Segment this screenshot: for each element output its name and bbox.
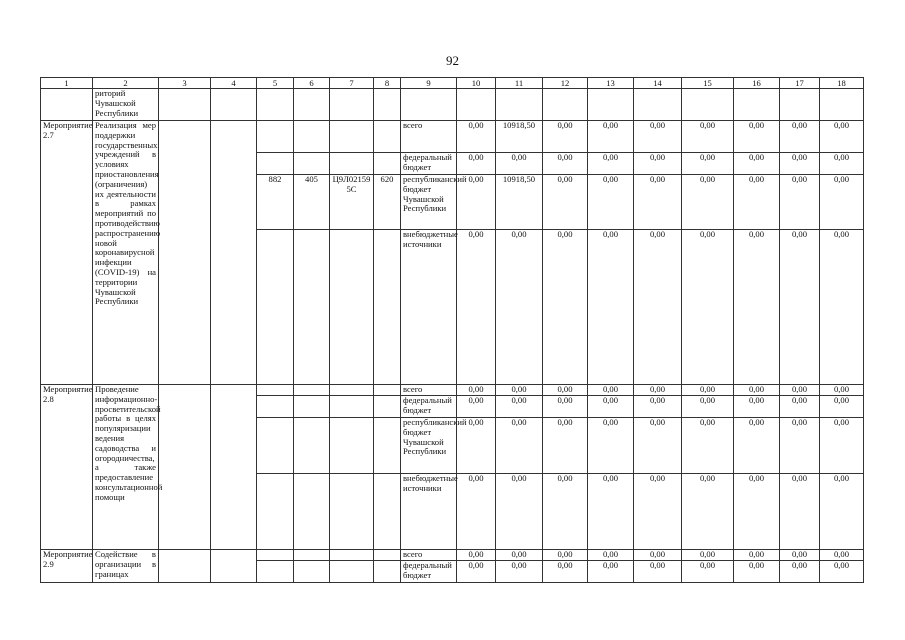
funding-value: 0,00 [820, 385, 864, 396]
funding-value: 0,00 [780, 385, 820, 396]
section-code [294, 153, 330, 175]
grbs-code [257, 385, 294, 396]
funding-source: федеральный бюджет [401, 561, 457, 583]
section-code [294, 418, 330, 474]
funding-value: 0,00 [682, 153, 734, 175]
funding-source: федеральный бюджет [401, 153, 457, 175]
target-article-code [330, 474, 374, 550]
funding-source: федеральный бюджет [401, 396, 457, 418]
cell [820, 89, 864, 121]
funding-value: 0,00 [457, 418, 496, 474]
column-number-18: 18 [820, 78, 864, 89]
funding-value: 0,00 [634, 175, 682, 230]
target-article-code [330, 418, 374, 474]
section-code [294, 230, 330, 385]
measure-label: Мероприятие 2.8 [41, 385, 93, 550]
funding-value: 0,00 [780, 396, 820, 418]
funding-value: 0,00 [734, 550, 780, 561]
funding-value: 0,00 [634, 230, 682, 385]
cell [634, 89, 682, 121]
funding-value: 0,00 [780, 175, 820, 230]
funding-value: 0,00 [588, 474, 634, 550]
column-number-6: 6 [294, 78, 330, 89]
funding-source: всего [401, 550, 457, 561]
table-row [41, 385, 864, 396]
funding-value: 0,00 [588, 121, 634, 153]
column-number-11: 11 [496, 78, 543, 89]
column-number-15: 15 [682, 78, 734, 89]
funding-value: 0,00 [543, 418, 588, 474]
funding-value: 0,00 [496, 561, 543, 583]
funding-value: 0,00 [634, 418, 682, 474]
funding-value: 0,00 [457, 230, 496, 385]
grbs-code [257, 396, 294, 418]
measure-name: Содействие в организации в границах [93, 550, 159, 583]
expense-type-code [374, 385, 401, 396]
section-code: 405 [294, 175, 330, 230]
funding-value: 0,00 [496, 396, 543, 418]
funding-value: 0,00 [496, 385, 543, 396]
grbs-code [257, 550, 294, 561]
funding-value: 0,00 [780, 230, 820, 385]
funding-value: 10918,50 [496, 121, 543, 153]
funding-value: 0,00 [780, 561, 820, 583]
section-code [294, 474, 330, 550]
column-number-4: 4 [211, 78, 257, 89]
funding-value: 0,00 [496, 550, 543, 561]
funding-value: 0,00 [734, 175, 780, 230]
measure-label: Мероприятие 2.9 [41, 550, 93, 583]
cell [374, 89, 401, 121]
cell [294, 89, 330, 121]
column-number-10: 10 [457, 78, 496, 89]
column-4-cell [211, 121, 257, 385]
funding-value: 0,00 [734, 474, 780, 550]
target-article-code [330, 396, 374, 418]
funding-value: 0,00 [780, 474, 820, 550]
cell [457, 89, 496, 121]
grbs-code [257, 418, 294, 474]
target-article-code: Ц9Л021595С [330, 175, 374, 230]
column-number-5: 5 [257, 78, 294, 89]
expense-type-code [374, 561, 401, 583]
funding-value: 0,00 [543, 385, 588, 396]
funding-value: 0,00 [634, 550, 682, 561]
funding-value: 0,00 [543, 230, 588, 385]
funding-value: 0,00 [634, 153, 682, 175]
grbs-code [257, 121, 294, 153]
funding-value: 10918,50 [496, 175, 543, 230]
funding-value: 0,00 [734, 561, 780, 583]
table-row [41, 550, 864, 561]
funding-value: 0,00 [543, 121, 588, 153]
cell [211, 89, 257, 121]
funding-value: 0,00 [682, 121, 734, 153]
column-number-12: 12 [543, 78, 588, 89]
funding-source: всего [401, 385, 457, 396]
continuation-row [41, 89, 864, 121]
funding-value: 0,00 [820, 396, 864, 418]
funding-value: 0,00 [496, 418, 543, 474]
funding-source: республиканский бюджет Чувашской Республики [401, 175, 457, 230]
funding-value: 0,00 [543, 153, 588, 175]
funding-value: 0,00 [543, 396, 588, 418]
cell [780, 89, 820, 121]
funding-value: 0,00 [634, 385, 682, 396]
measure-label: Мероприятие 2.7 [41, 121, 93, 385]
section-code [294, 550, 330, 561]
expense-type-code [374, 396, 401, 418]
funding-value: 0,00 [682, 385, 734, 396]
funding-value: 0,00 [588, 418, 634, 474]
funding-value: 0,00 [682, 418, 734, 474]
target-article-code [330, 230, 374, 385]
table-row [41, 121, 864, 153]
funding-value: 0,00 [457, 561, 496, 583]
column-number-row [41, 78, 864, 89]
funding-value: 0,00 [682, 561, 734, 583]
cell [734, 89, 780, 121]
funding-value: 0,00 [496, 474, 543, 550]
expense-type-code [374, 153, 401, 175]
funding-value: 0,00 [682, 396, 734, 418]
continuation-name: риторий Чувашской Республики [93, 89, 159, 121]
funding-value: 0,00 [780, 121, 820, 153]
funding-value: 0,00 [734, 230, 780, 385]
expense-type-code [374, 550, 401, 561]
funding-value: 0,00 [734, 385, 780, 396]
funding-value: 0,00 [588, 175, 634, 230]
cell [588, 89, 634, 121]
funding-value: 0,00 [588, 385, 634, 396]
column-3-cell [159, 550, 211, 583]
funding-value: 0,00 [588, 561, 634, 583]
funding-value: 0,00 [682, 474, 734, 550]
expense-type-code [374, 418, 401, 474]
funding-value: 0,00 [820, 418, 864, 474]
funding-value: 0,00 [496, 230, 543, 385]
funding-value: 0,00 [457, 175, 496, 230]
funding-value: 0,00 [634, 396, 682, 418]
column-4-cell [211, 385, 257, 550]
funding-value: 0,00 [588, 396, 634, 418]
target-article-code [330, 561, 374, 583]
column-number-2: 2 [93, 78, 159, 89]
cell [543, 89, 588, 121]
section-code [294, 396, 330, 418]
funding-value: 0,00 [457, 550, 496, 561]
funding-value: 0,00 [734, 121, 780, 153]
column-number-16: 16 [734, 78, 780, 89]
expense-type-code: 620 [374, 175, 401, 230]
funding-value: 0,00 [820, 561, 864, 583]
funding-value: 0,00 [820, 230, 864, 385]
column-number-17: 17 [780, 78, 820, 89]
grbs-code [257, 561, 294, 583]
target-article-code [330, 550, 374, 561]
funding-value: 0,00 [734, 153, 780, 175]
column-3-cell [159, 121, 211, 385]
funding-value: 0,00 [780, 418, 820, 474]
expense-type-code [374, 230, 401, 385]
grbs-code [257, 230, 294, 385]
column-number-3: 3 [159, 78, 211, 89]
column-4-cell [211, 550, 257, 583]
cell [159, 89, 211, 121]
funding-value: 0,00 [457, 385, 496, 396]
funding-value: 0,00 [682, 175, 734, 230]
column-number-13: 13 [588, 78, 634, 89]
column-number-7: 7 [330, 78, 374, 89]
section-code [294, 121, 330, 153]
expense-type-code [374, 121, 401, 153]
funding-value: 0,00 [588, 153, 634, 175]
page-number: 92 [446, 53, 459, 68]
funding-value: 0,00 [780, 153, 820, 175]
funding-value: 0,00 [820, 550, 864, 561]
target-article-code [330, 153, 374, 175]
funding-value: 0,00 [543, 474, 588, 550]
cell [401, 89, 457, 121]
expense-type-code [374, 474, 401, 550]
cell [330, 89, 374, 121]
grbs-code [257, 153, 294, 175]
funding-value: 0,00 [820, 121, 864, 153]
funding-value: 0,00 [457, 396, 496, 418]
section-code [294, 561, 330, 583]
funding-value: 0,00 [780, 550, 820, 561]
funding-value: 0,00 [588, 550, 634, 561]
column-number-9: 9 [401, 78, 457, 89]
funding-value: 0,00 [734, 418, 780, 474]
program-table [40, 77, 864, 583]
funding-value: 0,00 [820, 153, 864, 175]
funding-value: 0,00 [734, 396, 780, 418]
funding-value: 0,00 [543, 550, 588, 561]
column-3-cell [159, 385, 211, 550]
column-number-1: 1 [41, 78, 93, 89]
funding-value: 0,00 [496, 153, 543, 175]
funding-value: 0,00 [457, 121, 496, 153]
cell [496, 89, 543, 121]
grbs-code: 882 [257, 175, 294, 230]
measure-name: Реализация мер поддержки государственных учреждений в условиях приостановления (ограничения) их деятельности в рамках мероприятий по противодействию распространению новой коронавирусной инфекции (COVID-19) на территории Чувашской Республики [93, 121, 159, 385]
funding-source: республиканский бюджет Чувашской Республики [401, 418, 457, 474]
column-number-8: 8 [374, 78, 401, 89]
funding-value: 0,00 [457, 153, 496, 175]
column-number-14: 14 [634, 78, 682, 89]
funding-value: 0,00 [543, 561, 588, 583]
grbs-code [257, 474, 294, 550]
target-article-code [330, 385, 374, 396]
funding-value: 0,00 [634, 121, 682, 153]
funding-value: 0,00 [682, 550, 734, 561]
funding-value: 0,00 [634, 474, 682, 550]
funding-source: внебюджетные источники [401, 474, 457, 550]
cell [257, 89, 294, 121]
funding-value: 0,00 [457, 474, 496, 550]
funding-value: 0,00 [820, 175, 864, 230]
funding-value: 0,00 [543, 175, 588, 230]
measure-name: Проведение информационно-просветительской работы в целях популяризации ведения садоводства и огородничества, а также предоставление консультационной помощи [93, 385, 159, 550]
cell [682, 89, 734, 121]
funding-source: всего [401, 121, 457, 153]
cell [41, 89, 93, 121]
section-code [294, 385, 330, 396]
funding-source: внебюджетные источники [401, 230, 457, 385]
funding-value: 0,00 [634, 561, 682, 583]
target-article-code [330, 121, 374, 153]
funding-value: 0,00 [682, 230, 734, 385]
funding-value: 0,00 [820, 474, 864, 550]
funding-value: 0,00 [588, 230, 634, 385]
